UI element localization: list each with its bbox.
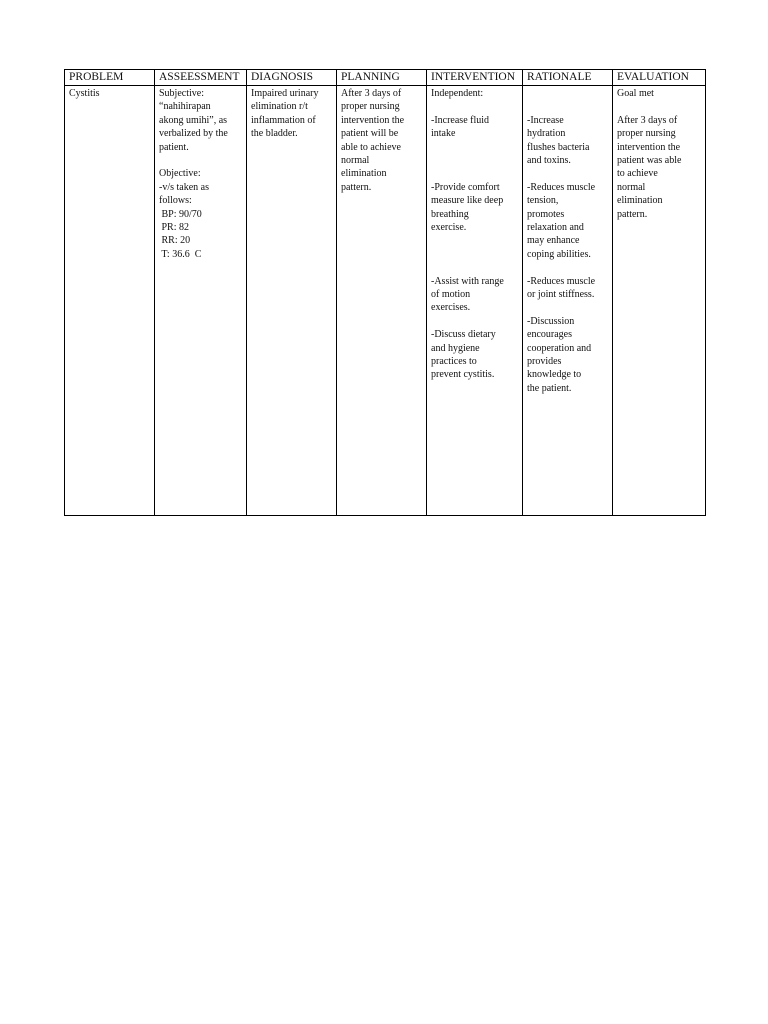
header-diagnosis: DIAGNOSIS xyxy=(247,70,337,86)
rationale-line: -Reduces muscle xyxy=(527,181,596,193)
rationale-line: relaxation and xyxy=(527,222,584,234)
rationale-line: and toxins. xyxy=(527,155,571,166)
evaluation-status: Goal met xyxy=(617,88,654,99)
evaluation-line: proper nursing xyxy=(617,128,676,140)
nursing-care-plan-table xyxy=(64,69,706,516)
planning-line: patient will be xyxy=(341,128,399,140)
assessment-vitals-intro: follows: xyxy=(159,195,192,207)
planning-line: intervention the xyxy=(341,114,405,126)
header-evaluation: EVALUATION xyxy=(613,70,706,86)
cell-rationale xyxy=(523,86,613,516)
header-intervention: INTERVENTION xyxy=(427,70,523,86)
intervention-line: exercise. xyxy=(431,222,467,233)
intervention-line: measure like deep xyxy=(431,195,504,207)
spacer xyxy=(527,167,608,180)
intervention-line: -Discuss dietary xyxy=(431,329,496,341)
vital-sign-temp: T: 36.6 C xyxy=(159,248,202,260)
spacer xyxy=(431,100,518,113)
spacer xyxy=(431,261,518,274)
rationale-line: may enhance xyxy=(527,235,580,247)
planning-line: proper nursing xyxy=(341,101,400,113)
evaluation-line: to achieve xyxy=(617,168,658,180)
spacer xyxy=(431,167,518,180)
rationale-line: -Increase xyxy=(527,114,564,126)
evaluation-line: pattern. xyxy=(617,208,648,220)
evaluation-line: intervention the xyxy=(617,141,681,153)
evaluation-line: normal xyxy=(617,181,646,193)
assessment-quote-line: patient. xyxy=(159,141,189,153)
header-rationale: RATIONALE xyxy=(523,70,613,86)
cell-problem xyxy=(65,86,155,516)
diagnosis-line: Impaired urinary xyxy=(251,88,319,99)
assessment-quote-line: “nahihirapan xyxy=(159,101,211,113)
intervention-line: prevent cystitis. xyxy=(431,369,495,381)
cell-planning xyxy=(337,86,427,516)
rationale-line: the patient. xyxy=(527,382,572,394)
rationale-line: cooperation and xyxy=(527,342,592,354)
rationale-line: hydration xyxy=(527,128,566,140)
problem-text: Cystitis xyxy=(69,88,100,99)
assessment-quote-line: verbalized by the xyxy=(159,128,228,140)
rationale-line: provides xyxy=(527,356,562,368)
spacer xyxy=(431,154,518,167)
cell-evaluation xyxy=(613,86,706,516)
table-row xyxy=(65,86,706,516)
spacer xyxy=(617,100,701,113)
planning-line: able to achieve xyxy=(341,141,401,153)
spacer xyxy=(431,141,518,154)
intervention-line: breathing xyxy=(431,208,469,220)
planning-line: After 3 days of xyxy=(341,88,402,99)
diagnosis-line: elimination r/t xyxy=(251,101,308,113)
intervention-label: Independent: xyxy=(431,88,484,99)
planning-line: elimination xyxy=(341,168,387,180)
spacer xyxy=(527,87,608,100)
evaluation-line: patient was able xyxy=(617,155,682,167)
vital-sign-pr: PR: 82 xyxy=(159,222,190,234)
assessment-vitals-intro: -v/s taken as xyxy=(159,181,209,193)
diagnosis-line: inflammation of xyxy=(251,114,316,126)
cell-assessment xyxy=(155,86,247,516)
diagnosis-line: the bladder. xyxy=(251,128,298,140)
vital-sign-rr: RR: 20 xyxy=(159,235,191,247)
rationale-line: tension, xyxy=(527,195,559,207)
planning-line: normal xyxy=(341,155,370,167)
intervention-line: intake xyxy=(431,128,456,140)
rationale-line: -Discussion xyxy=(527,315,575,327)
intervention-line: and hygiene xyxy=(431,342,480,354)
intervention-line: exercises. xyxy=(431,302,471,314)
spacer xyxy=(527,301,608,314)
rationale-line: encourages xyxy=(527,329,572,341)
intervention-line: -Assist with range xyxy=(431,275,504,287)
rationale-line: promotes xyxy=(527,208,565,220)
evaluation-line: After 3 days of xyxy=(617,114,678,126)
intervention-line: -Increase fluid xyxy=(431,114,490,126)
header-assessment: ASSEESSMENT xyxy=(155,70,247,86)
intervention-line: -Provide comfort xyxy=(431,181,500,193)
spacer xyxy=(431,315,518,328)
rationale-line: knowledge to xyxy=(527,369,582,381)
assessment-quote-line: akong umihi”, as xyxy=(159,114,228,126)
intervention-line: of motion xyxy=(431,288,471,300)
header-problem: PROBLEM xyxy=(65,70,155,86)
planning-line: pattern. xyxy=(341,181,372,193)
spacer xyxy=(527,100,608,113)
spacer xyxy=(527,261,608,274)
spacer xyxy=(431,234,518,247)
intervention-line: practices to xyxy=(431,356,477,367)
rationale-line: or joint stiffness. xyxy=(527,289,595,301)
rationale-line: -Reduces muscle xyxy=(527,275,596,287)
evaluation-line: elimination xyxy=(617,195,663,207)
spacer xyxy=(159,154,242,167)
assessment-objective-label: Objective: xyxy=(159,168,201,180)
assessment-subjective-label: Subjective: xyxy=(159,88,204,99)
vital-sign-bp: BP: 90/70 xyxy=(159,208,202,220)
rationale-line: flushes bacteria xyxy=(527,141,590,153)
header-planning: PLANNING xyxy=(337,70,427,86)
spacer xyxy=(431,248,518,261)
cell-intervention xyxy=(427,86,523,516)
table-header-row xyxy=(65,70,706,86)
cell-diagnosis xyxy=(247,86,337,516)
rationale-line: coping abilities. xyxy=(527,248,591,260)
